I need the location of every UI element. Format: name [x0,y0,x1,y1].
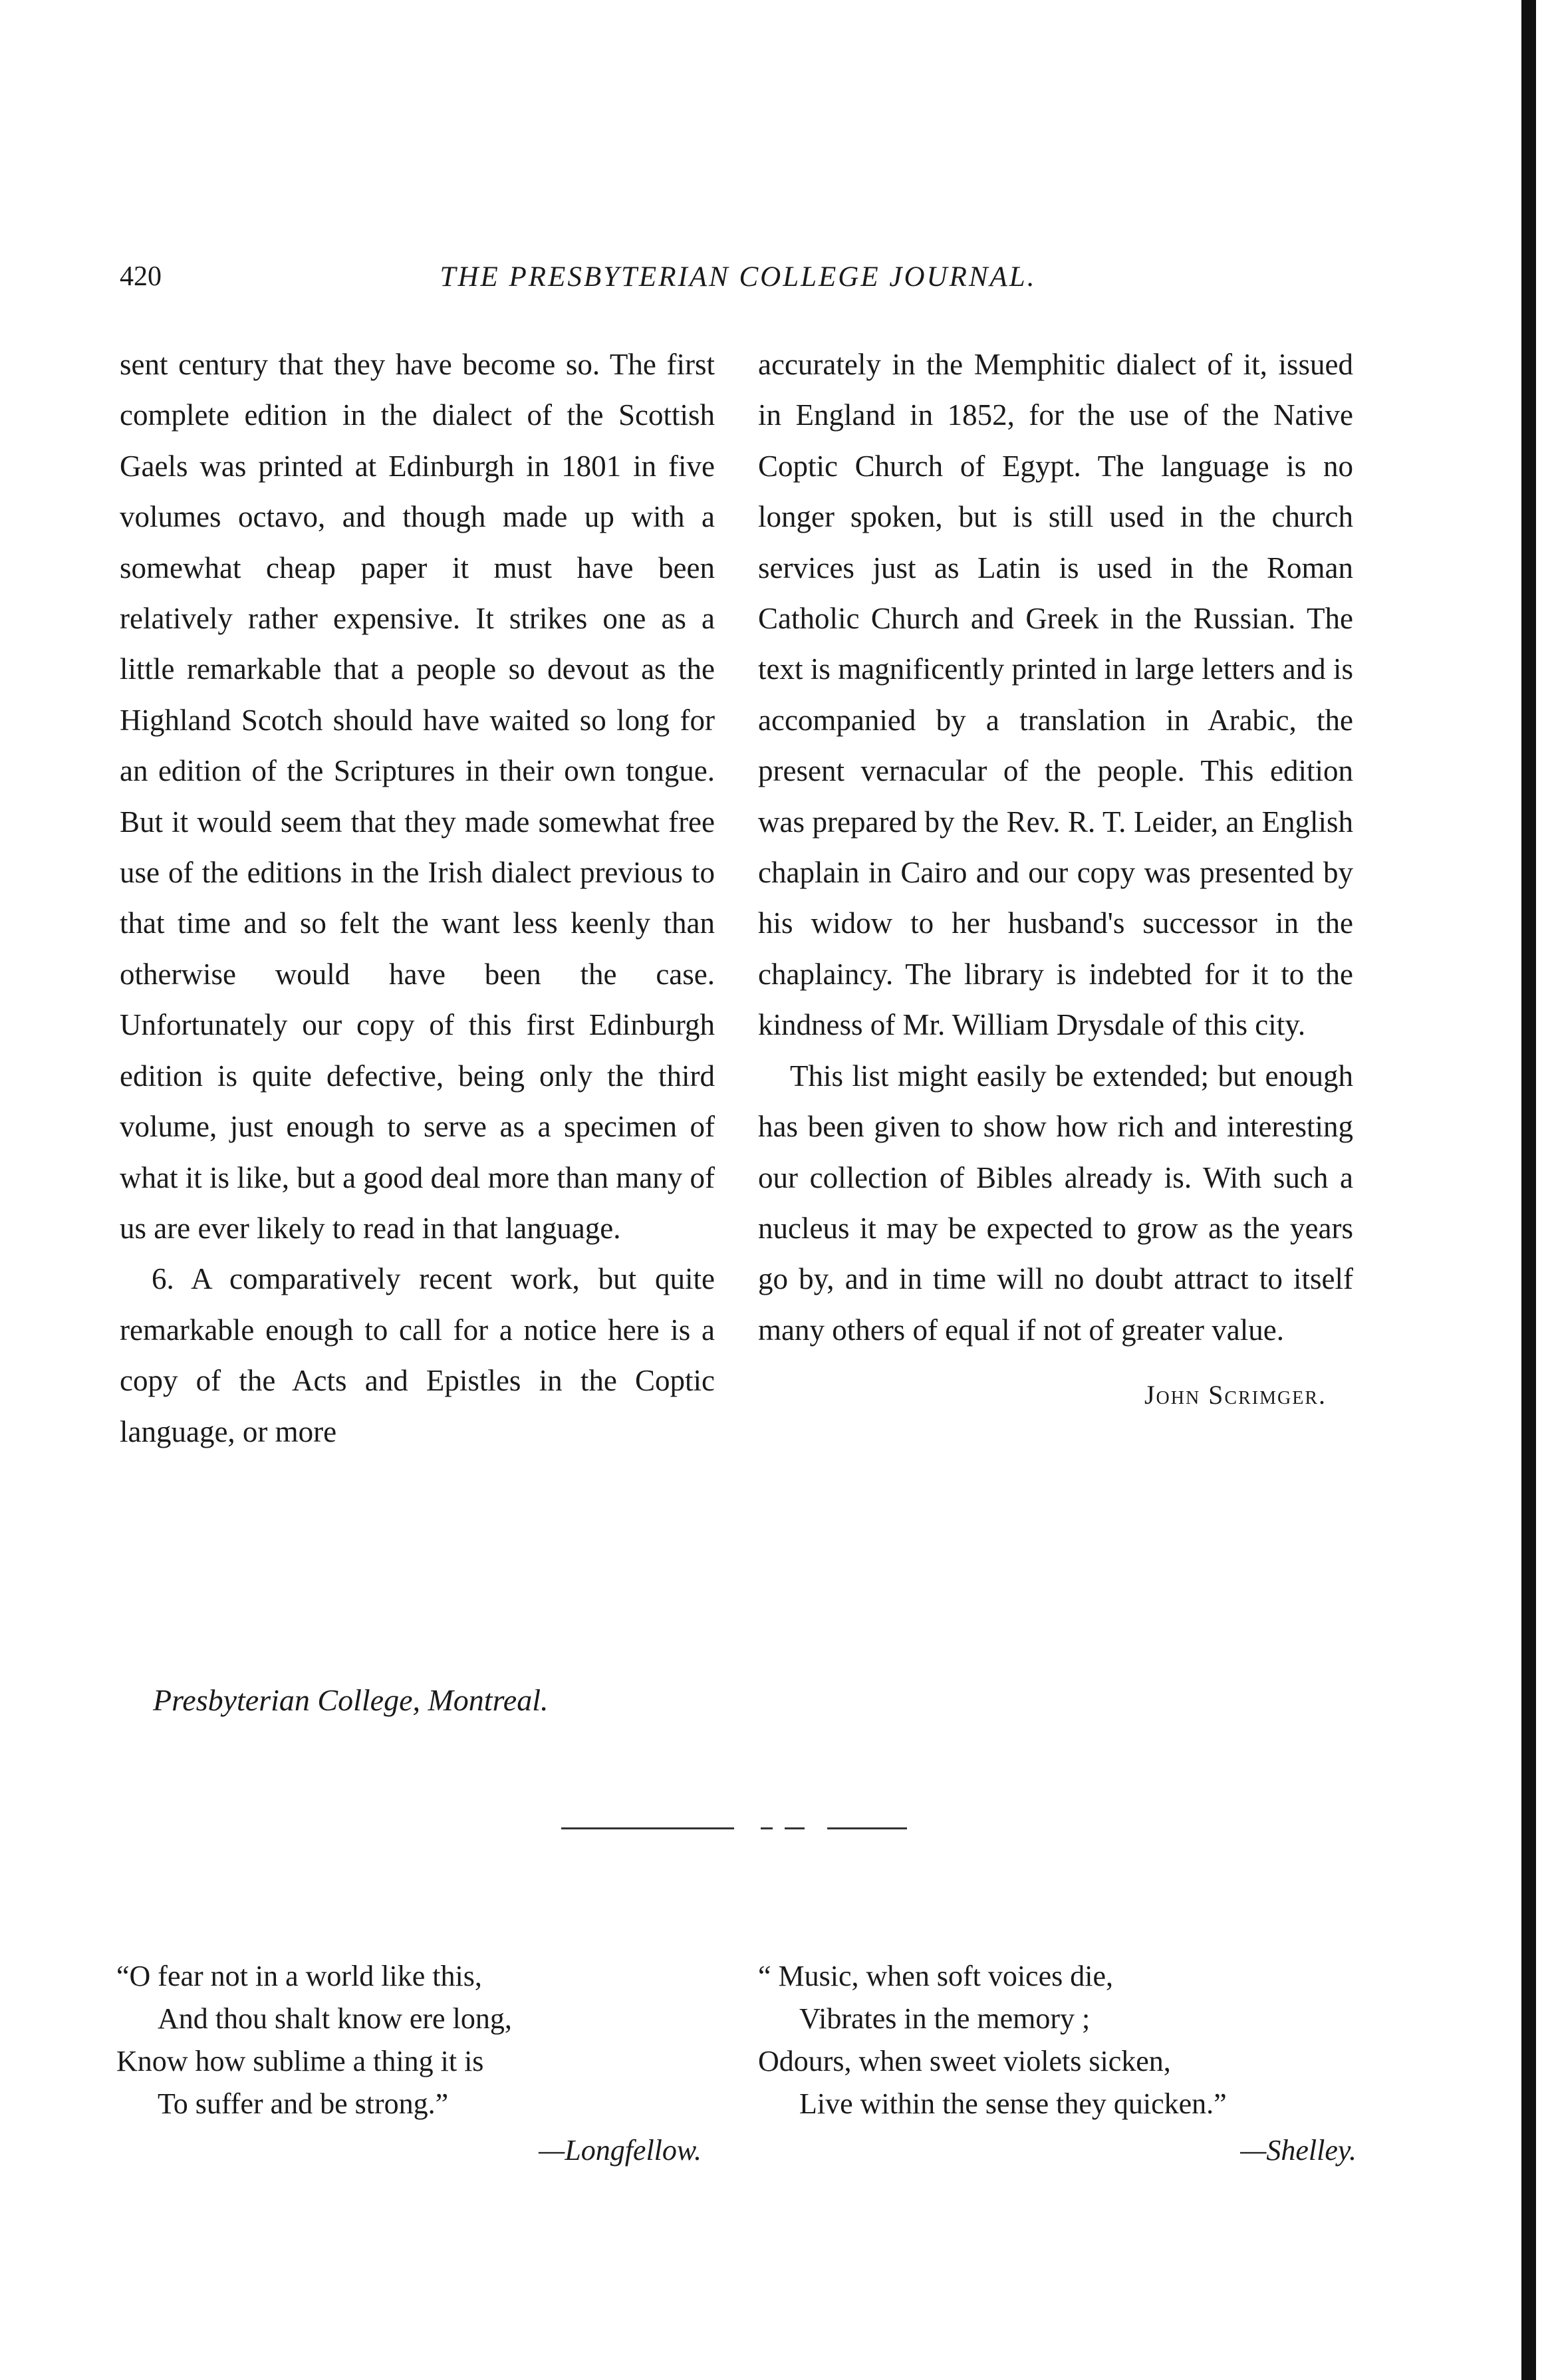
poem-line: Vibrates in the memory ; [799,2002,1091,2035]
poem-attribution: —Shelley. [1240,2134,1357,2167]
poem-line: Know how sublime a thing it is [116,2045,484,2077]
poem-line: “O fear not in a world like this, [116,1960,482,1992]
page-header [120,261,1357,307]
running-title: THE PRESBYTERIAN COLLEGE JOURNAL. [440,261,1037,293]
paragraph: 6. A comparatively recent work, but quite remarkable enough to call for a notice here is a copy of the Acts and Epistles in the Coptic language, or more [120,1262,715,1448]
dateline: Presbyterian College, Montreal. [153,1683,549,1717]
page-number: 420 [120,261,162,292]
left-column [120,339,715,1457]
poem-shelley [758,1955,1370,2172]
paragraph: accurately in the Memphitic dialect of it, issued in England in 1852, for the use of the Native Coptic Church of Egypt. The language is no longer spoken, but is still used in the church services just as Latin is used in the Roman Catholic Church and Greek in the Russian. The text is magnificently printed in large letters and is accompanied by a translation in Arabic, the present vernacular of the people. This edition was prepared by the Rev. R. T. Leider, an English chaplain in Cairo and our copy was presented by his widow to her husband's successor in the chaplaincy. The library is indebted for it to the kindness of Mr. William Drysdale of this city. [758,348,1353,1042]
poem-longfellow [116,1955,715,2172]
poem-line: Odours, when sweet violets sicken, [758,2045,1171,2077]
author-signature: John Scrimger. [1144,1380,1327,1410]
right-column [758,339,1353,1421]
poem-line: To suffer and be strong.” [158,2087,449,2120]
poem-line: “ Music, when soft voices die, [758,1960,1113,1992]
poem-line: Live within the sense they quicken.” [799,2087,1227,2120]
paragraph: This list might easily be extended; but enough has been given to show how rich and interesting our collection of Bibles already is. With such a nucleus it may be expected to grow as the years go by, and in time will no doubt attract to itself many others of equal if not of greater value. [758,1059,1353,1347]
section-divider [561,1827,907,1830]
paragraph: sent century that they have become so. The first complete edition in the dialect of the Scottish Gaels was printed at Edinburgh in 1801 in five volumes octavo, and though made up with a somewhat cheap paper it must have been relatively rather expensive. It strikes one as a little remarkable that a people so devout as the Highland Scotch should have waited so long for an edition of the Scriptures in their own tongue. But it would seem that they made somewhat free use of the editions in the Irish dialect previous to that time and so felt the want less keenly than otherwise would have been the case. Unfortunately our copy of this first Edinburgh edition is quite defective, being only the third volume, just enough to serve as a specimen of what it is like, but a good deal more than many of us are ever likely to read in that language. [120,348,715,1245]
scan-edge-shadow [1521,0,1536,2380]
poem-attribution: —Longfellow. [539,2134,702,2167]
poem-line: And thou shalt know ere long, [158,2002,512,2035]
